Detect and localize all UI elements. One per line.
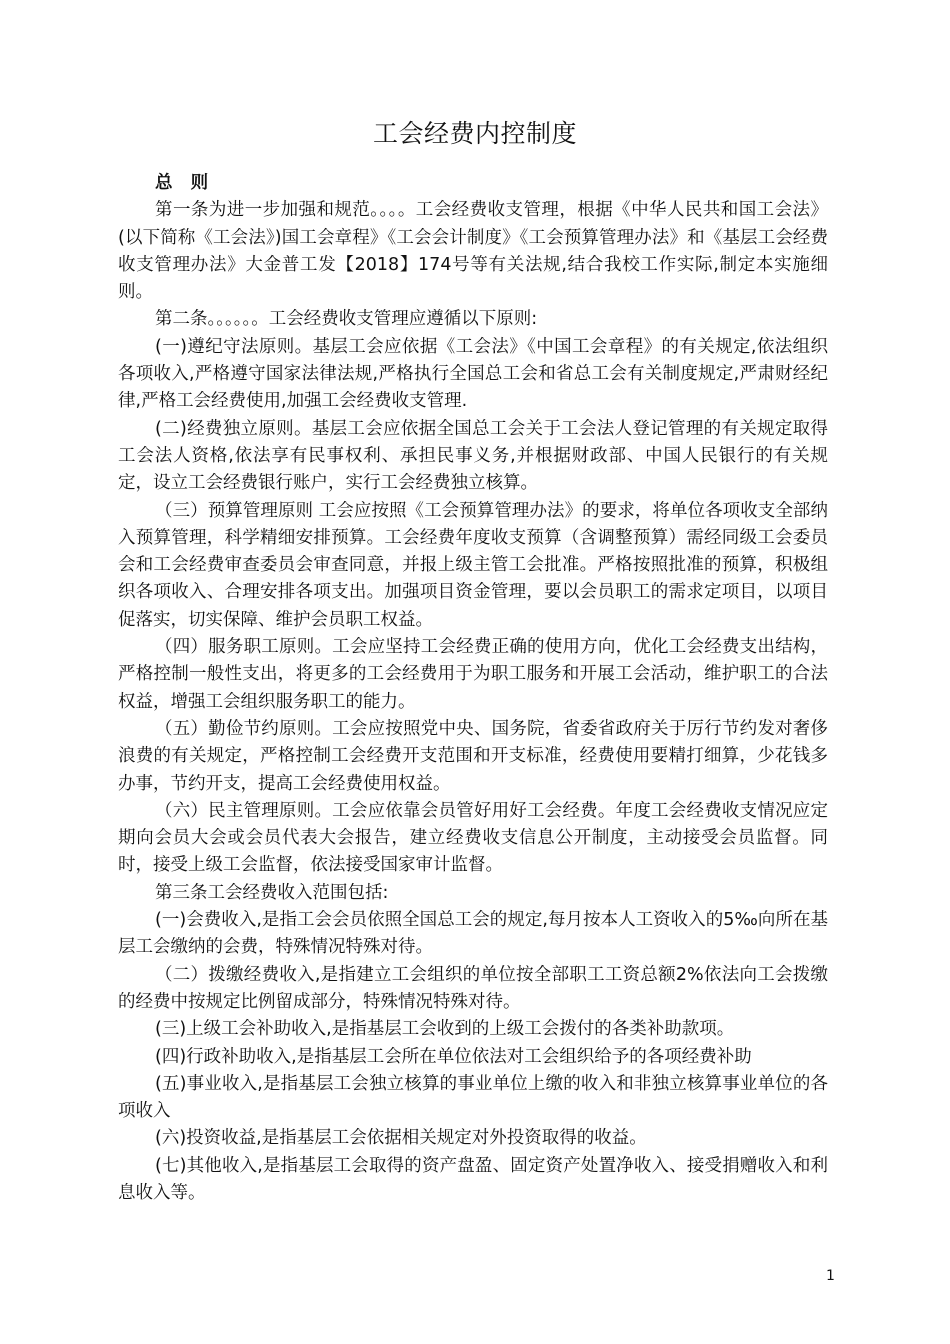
paragraph-principle-3: （三）预算管理原则 工会应按照《工会预算管理办法》的要求，将单位各项收支全部纳入预算管理，科学精细安排预算。工会经费年度收支预算（含调整预算）需经同级工会委员会和工会经费审查委员会审查同意，并报上级主管工会批准。严格按照批准的预算，积极组织各项收入、合理安排各项支出。加强项目资金管理，要以会员职工的需求定项目，以项目促落实，切实保障、维护会员职工权益。	[118, 500, 828, 630]
paragraph-principle-5: （五）勤俭节约原则。工会应按照党中央、国务院，省委省政府关于厉行节约发对奢侈浪费的有关规定，严格控制工会经费开支范围和开支标准，经费使用要精打细算，少花钱多办事，节约开支，提高工会经费使用权益。	[118, 718, 828, 794]
paragraph-income-7: (七)其他收入,是指基层工会取得的资产盘盈、固定资产处置净收入、接受捐赠收入和利息收入等。	[118, 1155, 828, 1203]
paragraph-principle-1: (一)遵纪守法原则。基层工会应依据《工会法》《中国工会章程》的有关规定,依法组织各项收入,严格遵守国家法律法规,严格执行全国总工会和省总工会有关制度规定,严肃财经纪律,严格工会经费使用,加强工会经费收支管理.	[118, 336, 828, 412]
paragraph-principle-6: （六）民主管理原则。工会应依靠会员管好用好工会经费。年度工会经费收支情况应定期向会员大会或会员代表大会报告，建立经费收支信息公开制度，主动接受会员监督。同时，接受上级工会监督，依法接受国家审计监督。	[118, 800, 828, 876]
paragraph-article-1: 第一条为进一步加强和规范。。。。工会经费收支管理，根据《中华人民共和国工会法》(以下简称《工会法》)国工会章程》《工会会计制度》《工会预算管理办法》和《基层工会经费收支管理办法》大金普工发【2018】174号等有关法规,结合我校工作实际,制定本实施细则。	[118, 200, 828, 303]
paragraph-article-2: 第二条。。。。。。工会经费收支管理应遵循以下原则:	[155, 309, 538, 330]
paragraph-income-1: (一)会费收入,是指工会会员依照全国总工会的规定,每月按本人工资收入的5‰向所在基层工会缴纳的会费，特殊情况特殊对待。	[118, 910, 828, 958]
paragraph-income-5: (五)事业收入,是指基层工会独立核算的事业单位上缴的收入和非独立核算事业单位的各项收入	[118, 1073, 828, 1122]
section-heading: 总 则	[155, 173, 215, 193]
page-number: 1	[826, 1268, 835, 1284]
paragraph-income-2: （二）拨缴经费收入,是指建立工会组织的单位按全部职工工资总额2%依法向工会拨缴的经费中按规定比例留成部分，特殊情况特殊对待。	[118, 964, 828, 1012]
paragraph-income-6: (六)投资收益,是指基层工会依据相关规定对外投资取得的收益。	[155, 1128, 647, 1149]
paragraph-principle-2: (二)经费独立原则。基层工会应依据全国总工会关于工会法人登记管理的有关规定取得工会法人资格,依法享有民事权利、承担民事义务,并根据财政部、中国人民银行的有关规定，设立工会经费银行账户，实行工会经费独立核算。	[118, 418, 828, 494]
paragraph-income-4: (四)行政补助收入,是指基层工会所在单位依法对工会组织给予的各项经费补助	[155, 1046, 752, 1067]
paragraph-article-3: 第三条工会经费收入范围包括:	[155, 882, 389, 903]
paragraph-income-3: (三)上级工会补助收入,是指基层工会收到的上级工会拨付的各类补助款项。	[155, 1019, 735, 1040]
document-body	[118, 170, 828, 1207]
document-title: 工会经费内控制度	[372, 119, 577, 148]
paragraph-principle-4: （四）服务职工原则。工会应坚持工会经费正确的使用方向，优化工会经费支出结构，严格控制一般性支出，将更多的工会经费用于为职工服务和开展工会活动，维护职工的合法权益，增强工会组织服务职工的能力。	[118, 637, 828, 712]
